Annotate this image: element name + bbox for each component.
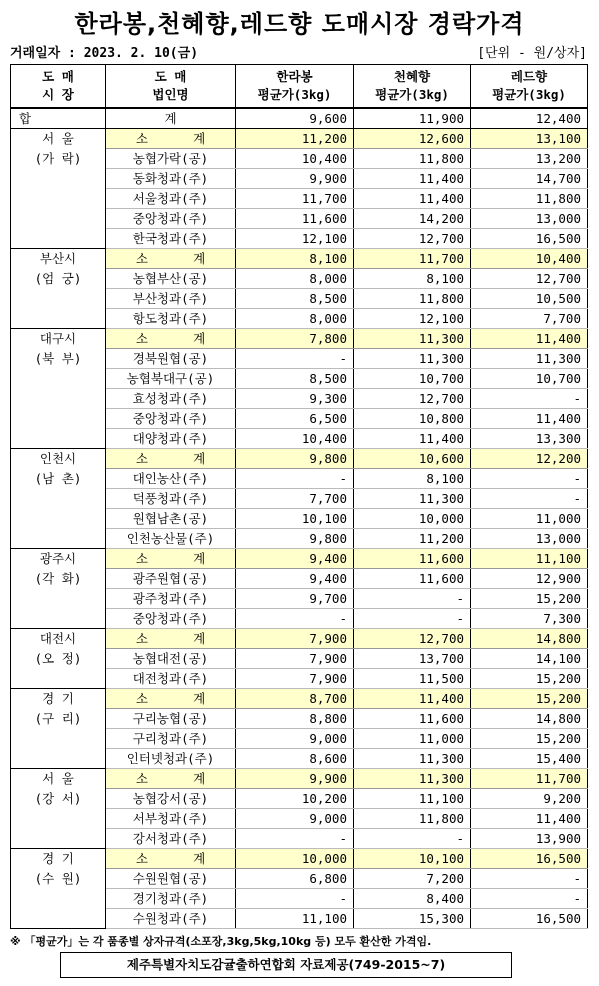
subtotal-label: 소 계 [106,329,236,349]
corp-name: 중앙청과(주) [106,209,236,229]
price-hallabong: 9,900 [236,769,354,789]
total-label-b: 계 [106,108,236,129]
corp-name: 원협남촌(공) [106,509,236,529]
price-redhyang: 14,700 [471,169,588,189]
price-hallabong: 9,000 [236,729,354,749]
price-cheonhyehyang: - [354,829,471,849]
price-hallabong: 9,800 [236,529,354,549]
market-location: (북 부) [34,351,82,366]
price-redhyang: 9,200 [471,789,588,809]
price-cheonhyehyang: 11,000 [354,729,471,749]
price-redhyang: 12,200 [471,449,588,469]
price-redhyang: 13,000 [471,529,588,549]
price-redhyang: 12,700 [471,269,588,289]
table-header-row [11,65,588,109]
header-cheonhyehyang: 천혜향 평균가(3kg) [354,65,471,109]
corp-name: 수원청과(주) [106,909,236,929]
price-cheonhyehyang: 12,100 [354,309,471,329]
price-cheonhyehyang: 11,300 [354,749,471,769]
price-hallabong: 8,700 [236,689,354,709]
market-name: 서 울 [42,771,74,786]
price-hallabong: 10,400 [236,429,354,449]
corp-name: 경기청과(주) [106,889,236,909]
subtotal-row [11,329,588,349]
price-redhyang: 13,100 [471,129,588,149]
market-location: (수 원) [34,871,82,886]
price-hallabong: 7,900 [236,649,354,669]
market-cell [11,769,106,849]
price-hallabong: 9,900 [236,169,354,189]
price-redhyang: 15,400 [471,749,588,769]
price-hallabong: 9,400 [236,569,354,589]
price-hallabong: - [236,469,354,489]
subtotal-row [11,449,588,469]
price-cheonhyehyang: 8,100 [354,269,471,289]
market-name: 서 울 [42,131,74,146]
market-name: 경 기 [42,691,74,706]
market-location: (가 락) [34,151,82,166]
price-cheonhyehyang: 11,400 [354,689,471,709]
price-hallabong: 9,300 [236,389,354,409]
price-table [10,64,588,929]
source-box: 제주특별자치도감귤출하연합회 자료제공(749-2015~7) [60,952,512,978]
corp-name: 한국청과(주) [106,229,236,249]
price-cheonhyehyang: 11,300 [354,769,471,789]
price-cheonhyehyang: 11,500 [354,669,471,689]
corp-name: 인천농산물(주) [106,529,236,549]
subtotal-label: 소 계 [106,249,236,269]
price-redhyang: 11,800 [471,189,588,209]
price-cheonhyehyang: - [354,609,471,629]
corp-name: 구리농협(공) [106,709,236,729]
subtotal-row [11,769,588,789]
price-hallabong: 10,400 [236,149,354,169]
price-redhyang: 14,100 [471,649,588,669]
header-hallabong: 한라봉 평균가(3kg) [236,65,354,109]
corp-name: 광주청과(주) [106,589,236,609]
price-hallabong: 8,000 [236,269,354,289]
corp-name: 농협가락(공) [106,149,236,169]
corp-name: 농협강서(공) [106,789,236,809]
price-redhyang: 11,700 [471,769,588,789]
price-hallabong: 11,200 [236,129,354,149]
total-label-a: 합 [11,108,106,129]
corp-name: 대인농산(주) [106,469,236,489]
price-redhyang: 13,900 [471,829,588,849]
market-name: 경 기 [42,851,74,866]
price-cheonhyehyang: 8,400 [354,889,471,909]
price-hallabong: 11,100 [236,909,354,929]
price-cheonhyehyang: 12,700 [354,229,471,249]
footnote: ※ 「평균가」는 각 품종별 상자규격(소포장,3kg,5kg,10kg 등) 모두 환산한 가격임. [10,935,432,948]
price-cheonhyehyang: 11,400 [354,429,471,449]
price-cheonhyehyang: 10,600 [354,449,471,469]
subtotal-label: 소 계 [106,769,236,789]
price-hallabong: 7,900 [236,669,354,689]
price-redhyang: 15,200 [471,669,588,689]
price-hallabong: 9,000 [236,809,354,829]
total-cheonhyehyang: 11,900 [354,108,471,129]
market-cell [11,549,106,629]
price-hallabong: 7,900 [236,629,354,649]
price-hallabong: 7,800 [236,329,354,349]
price-cheonhyehyang: 12,700 [354,629,471,649]
price-cheonhyehyang: 15,300 [354,909,471,929]
corp-name: 농협북대구(공) [106,369,236,389]
subtotal-row [11,689,588,709]
subtotal-label: 소 계 [106,549,236,569]
price-cheonhyehyang: 11,700 [354,249,471,269]
price-redhyang: 11,400 [471,409,588,429]
corp-name: 항도청과(주) [106,309,236,329]
price-redhyang: 16,500 [471,229,588,249]
price-cheonhyehyang: 11,100 [354,789,471,809]
market-cell [11,329,106,449]
corp-name: 대양청과(주) [106,429,236,449]
subtotal-row [11,849,588,869]
price-redhyang: 12,900 [471,569,588,589]
price-hallabong: 9,700 [236,589,354,609]
market-name: 부산시 [39,251,77,266]
price-hallabong: 11,700 [236,189,354,209]
price-redhyang: 14,800 [471,629,588,649]
market-cell [11,849,106,929]
market-location: (남 촌) [34,471,82,486]
header-market: 도 매 시 장 [11,65,106,109]
corp-name: 인터넷청과(주) [106,749,236,769]
price-cheonhyehyang: 12,700 [354,389,471,409]
price-cheonhyehyang: 13,700 [354,649,471,669]
price-redhyang: - [471,389,588,409]
price-cheonhyehyang: 10,000 [354,509,471,529]
price-cheonhyehyang: 11,800 [354,809,471,829]
price-redhyang: - [471,469,588,489]
price-redhyang: 13,000 [471,209,588,229]
market-cell [11,129,106,249]
market-name: 대구시 [39,331,77,346]
price-redhyang: 11,400 [471,809,588,829]
corp-name: 부산청과(주) [106,289,236,309]
corp-name: 효성청과(주) [106,389,236,409]
corp-name: 구리청과(주) [106,729,236,749]
market-cell [11,249,106,329]
price-cheonhyehyang: 11,400 [354,189,471,209]
price-cheonhyehyang: 11,300 [354,349,471,369]
price-cheonhyehyang: 8,100 [354,469,471,489]
price-redhyang: 7,700 [471,309,588,329]
subtotal-label: 소 계 [106,849,236,869]
price-redhyang: 15,200 [471,589,588,609]
price-redhyang: 10,700 [471,369,588,389]
subtotal-row [11,549,588,569]
price-cheonhyehyang: 10,800 [354,409,471,429]
corp-name: 중앙청과(주) [106,609,236,629]
price-hallabong: - [236,829,354,849]
price-hallabong: 9,800 [236,449,354,469]
price-redhyang: 13,300 [471,429,588,449]
price-hallabong: - [236,349,354,369]
price-hallabong: - [236,889,354,909]
price-hallabong: 6,800 [236,869,354,889]
market-location: (강 서) [34,791,82,806]
price-redhyang: 16,500 [471,909,588,929]
price-cheonhyehyang: 11,800 [354,149,471,169]
price-hallabong: 8,600 [236,749,354,769]
market-cell [11,689,106,769]
total-redhyang: 12,400 [471,108,588,129]
subtotal-label: 소 계 [106,129,236,149]
page-title: 한라봉,천혜향,레드향 도매시장 경락가격 [74,10,525,38]
price-hallabong: 11,600 [236,209,354,229]
corp-name: 덕풍청과(주) [106,489,236,509]
subtotal-label: 소 계 [106,449,236,469]
price-redhyang: 11,000 [471,509,588,529]
trade-date: 거래일자 : 2023. 2. 10(금) [10,46,199,61]
corp-name: 농협부산(공) [106,269,236,289]
price-redhyang: 16,500 [471,849,588,869]
price-hallabong: 8,500 [236,369,354,389]
price-cheonhyehyang: 11,600 [354,549,471,569]
price-cheonhyehyang: - [354,589,471,609]
market-location: (구 리) [34,711,82,726]
price-hallabong: 12,100 [236,229,354,249]
corp-name: 광주원협(공) [106,569,236,589]
price-hallabong: 6,500 [236,409,354,429]
corp-name: 강서청과(주) [106,829,236,849]
unit-label: [단위 - 원/상자] [477,46,587,61]
header-corp: 도 매 법인명 [106,65,236,109]
price-hallabong: 10,000 [236,849,354,869]
market-cell [11,449,106,549]
market-name: 대전시 [39,631,77,646]
market-name: 광주시 [39,551,77,566]
subtotal-row [11,629,588,649]
corp-name: 서울청과(주) [106,189,236,209]
price-hallabong: 10,200 [236,789,354,809]
total-row [11,108,588,129]
price-hallabong: 8,800 [236,709,354,729]
price-cheonhyehyang: 11,200 [354,529,471,549]
price-redhyang: - [471,889,588,909]
market-location: (각 화) [34,571,82,586]
subtotal-row [11,249,588,269]
price-redhyang: 14,800 [471,709,588,729]
market-cell [11,629,106,689]
price-hallabong: 10,100 [236,509,354,529]
price-cheonhyehyang: 11,600 [354,569,471,589]
price-hallabong: - [236,609,354,629]
price-redhyang: 11,300 [471,349,588,369]
price-redhyang: - [471,489,588,509]
subtotal-label: 소 계 [106,689,236,709]
price-redhyang: 10,500 [471,289,588,309]
price-redhyang: 11,400 [471,329,588,349]
price-hallabong: 9,400 [236,549,354,569]
corp-name: 경북원협(공) [106,349,236,369]
corp-name: 서부청과(주) [106,809,236,829]
price-cheonhyehyang: 7,200 [354,869,471,889]
price-cheonhyehyang: 11,300 [354,489,471,509]
price-redhyang: 15,200 [471,689,588,709]
price-cheonhyehyang: 11,800 [354,289,471,309]
price-redhyang: 7,300 [471,609,588,629]
corp-name: 중앙청과(주) [106,409,236,429]
price-hallabong: 8,100 [236,249,354,269]
total-hallabong: 9,600 [236,108,354,129]
market-name: 인천시 [39,451,77,466]
corp-name: 대전청과(주) [106,669,236,689]
price-redhyang: - [471,869,588,889]
price-cheonhyehyang: 10,100 [354,849,471,869]
table-body [11,108,588,929]
price-cheonhyehyang: 14,200 [354,209,471,229]
price-cheonhyehyang: 12,600 [354,129,471,149]
subtotal-label: 소 계 [106,629,236,649]
price-redhyang: 10,400 [471,249,588,269]
corp-name: 동화청과(주) [106,169,236,189]
market-location: (오 정) [34,651,82,666]
price-hallabong: 8,000 [236,309,354,329]
price-redhyang: 13,200 [471,149,588,169]
price-redhyang: 15,200 [471,729,588,749]
price-cheonhyehyang: 11,400 [354,169,471,189]
price-cheonhyehyang: 10,700 [354,369,471,389]
header-redhyang: 레드향 평균가(3kg) [471,65,588,109]
price-redhyang: 11,100 [471,549,588,569]
price-cheonhyehyang: 11,600 [354,709,471,729]
price-cheonhyehyang: 11,300 [354,329,471,349]
price-hallabong: 7,700 [236,489,354,509]
corp-name: 수원원협(공) [106,869,236,889]
market-location: (엄 궁) [34,271,82,286]
price-hallabong: 8,500 [236,289,354,309]
subtotal-row [11,129,588,149]
corp-name: 농협대전(공) [106,649,236,669]
